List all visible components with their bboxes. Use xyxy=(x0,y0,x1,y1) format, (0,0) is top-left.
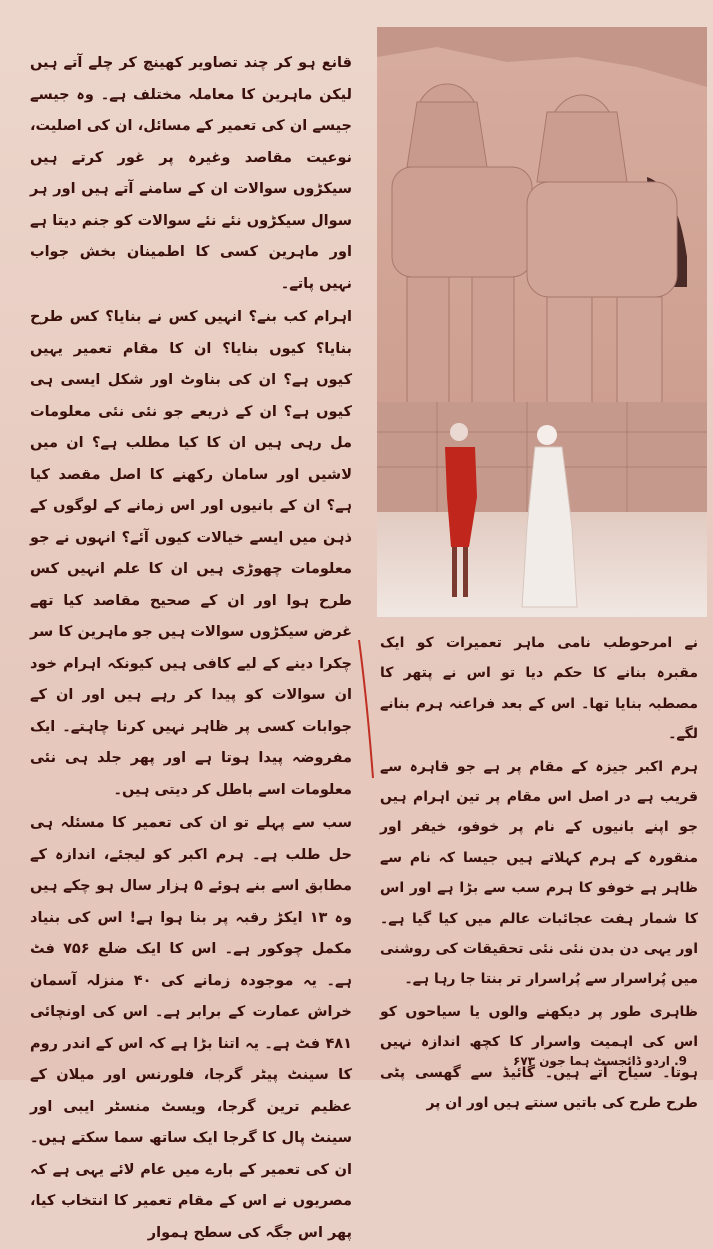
photo-illustration xyxy=(377,27,707,617)
article-paragraph: ہرم اکبر جیزہ کے مقام پر ہے جو قاہرہ سے قریب ہے در اصل اس مقام پر تین اہرام ہیں جو اپنے بانیوں کے نام پر خوفو، خیفر اور منقورہ کے ہرم کہلاتے ہیں جیسا کہ نام سے ظاہر ہے خوفو کا ہرم سب سے بڑا ہے اور اس کا شمار ہفت عجائبات عالم میں کیا گیا ہے۔ اور یہی دن بدن نئی نئی تحقیقات کی روشنی میں پُراسرار سے پُراسرار تر بنتا جا رہا ہے۔ xyxy=(380,758,698,988)
article-paragraph: ظاہری طور پر دیکھنے والوں یا سیاحوں کو اس کی اہمیت واسرار کا کچھ اندازہ نہیں ہوتا۔ سیاح آتے ہیں۔ گائیڈ سے گھسی پٹی طرح طرح کی باتیں سنتے ہیں اور ان پر xyxy=(380,1003,698,1112)
article-paragraph: سب سے پہلے تو ان کی تعمیر کا مسئلہ ہی حل طلب ہے۔ ہرم اکبر کو لیجئے، اندازہ کے مطابق اسے بنے ہوئے ۵ ہزار سال ہو چکے ہیں وہ ۱۳ ایکڑ رقبہ پر بنا ہوا ہے! اس کی بنیاد مکمل چوکور ہے۔ اس کا ایک ضلع ۷۵۶ فٹ ہے۔ یہ موجودہ زمانے کی ۴۰ منزلہ آسمان خراش عمارت کے برابر ہے۔ اس کی اونچائی ۴۸۱ فٹ ہے۔ یہ اتنا بڑا ہے کہ اس کے اندر روم کا سینٹ پیٹر گرجا، فلورنس اور میلان کے عظیم ترین گرجا، ویسٹ منسٹر ایبی اور سینٹ پال کا گرجا ایک ساتھ سما سکتے ہیں۔ ان کی تعمیر کے بارے میں عام لائے یہی ہے کہ مصریوں نے اس کے مقام تعمیر کا انتخاب کیا، پھر اس جگہ کی سطح ہموار xyxy=(30,815,352,1241)
red-pen-mark xyxy=(357,640,377,780)
article-paragraph: نے امرحوطب نامی ماہر تعمیرات کو ایک مقبرہ بنانے کا حکم دیا تو اس نے پتھر کا مصطبہ بنایا تھا۔ اس کے بعد فراعنہ ہرم بنانے لگے۔ xyxy=(380,635,698,743)
article-right-column xyxy=(380,628,698,1119)
temple-colossi-photo xyxy=(377,27,707,617)
footer-text: اردو ڈائجسٹ ہما جون ۶۷۳ xyxy=(513,1054,670,1068)
article-left-column xyxy=(30,48,352,1249)
page-number: 9. xyxy=(674,1054,687,1068)
page-footer xyxy=(513,1054,687,1068)
article-paragraph: قانع ہو کر چند تصاویر کھینچ کر چلے آتے ہیں لیکن ماہرین کا معاملہ مختلف ہے۔ وہ جیسے جیسے ان کی تعمیر کے مسائل، ان کی اصلیت، نوعیت مقاصد وغیرہ پر غور کرتے ہیں سیکڑوں سوالات ان کے سامنے آتے ہیں اور ہر سوال سیکڑوں نئے نئے سوالات کو جنم دیتا ہے اور ماہرین کسی کا اطمینان بخش جواب نہیں پاتے۔ xyxy=(30,55,352,292)
article-paragraph: اہرام کب بنے؟ انہیں کس نے بنایا؟ کس طرح بنایا؟ کیوں بنایا؟ ان کا مقام تعمیر یہیں کیوں ہے؟ ان کی بناوٹ اور شکل ایسی ہی کیوں ہے؟ ان کے ذریعے جو نئی نئی معلومات مل رہی ہیں ان کا کیا مطلب ہے؟ ان میں لاشیں اور سامان رکھنے کا اصل مقصد کیا ہے؟ ان کے بانیوں اور اس زمانے کے لوگوں کے ذہن میں ایسے خیالات کیوں آئے؟ انہوں نے جو معلومات چھوڑی ہیں ان کا علم انہیں کس طرح ہوا اور ان کے صحیح مقاصد کیا تھے غرض سیکڑوں سوالات ہیں جو ماہرین کا سر چکرا دینے کے لیے کافی ہیں کیونکہ اہرام خود ان سوالات کو پیدا کر رہے ہیں اور ان کے جوابات کسی پر ظاہر نہیں کرنا چاہتے۔ ایک مفروضہ پیدا ہوتا ہے اور پھر جلد ہی نئی معلومات اسے باطل کر دیتی ہیں۔ xyxy=(30,309,352,798)
